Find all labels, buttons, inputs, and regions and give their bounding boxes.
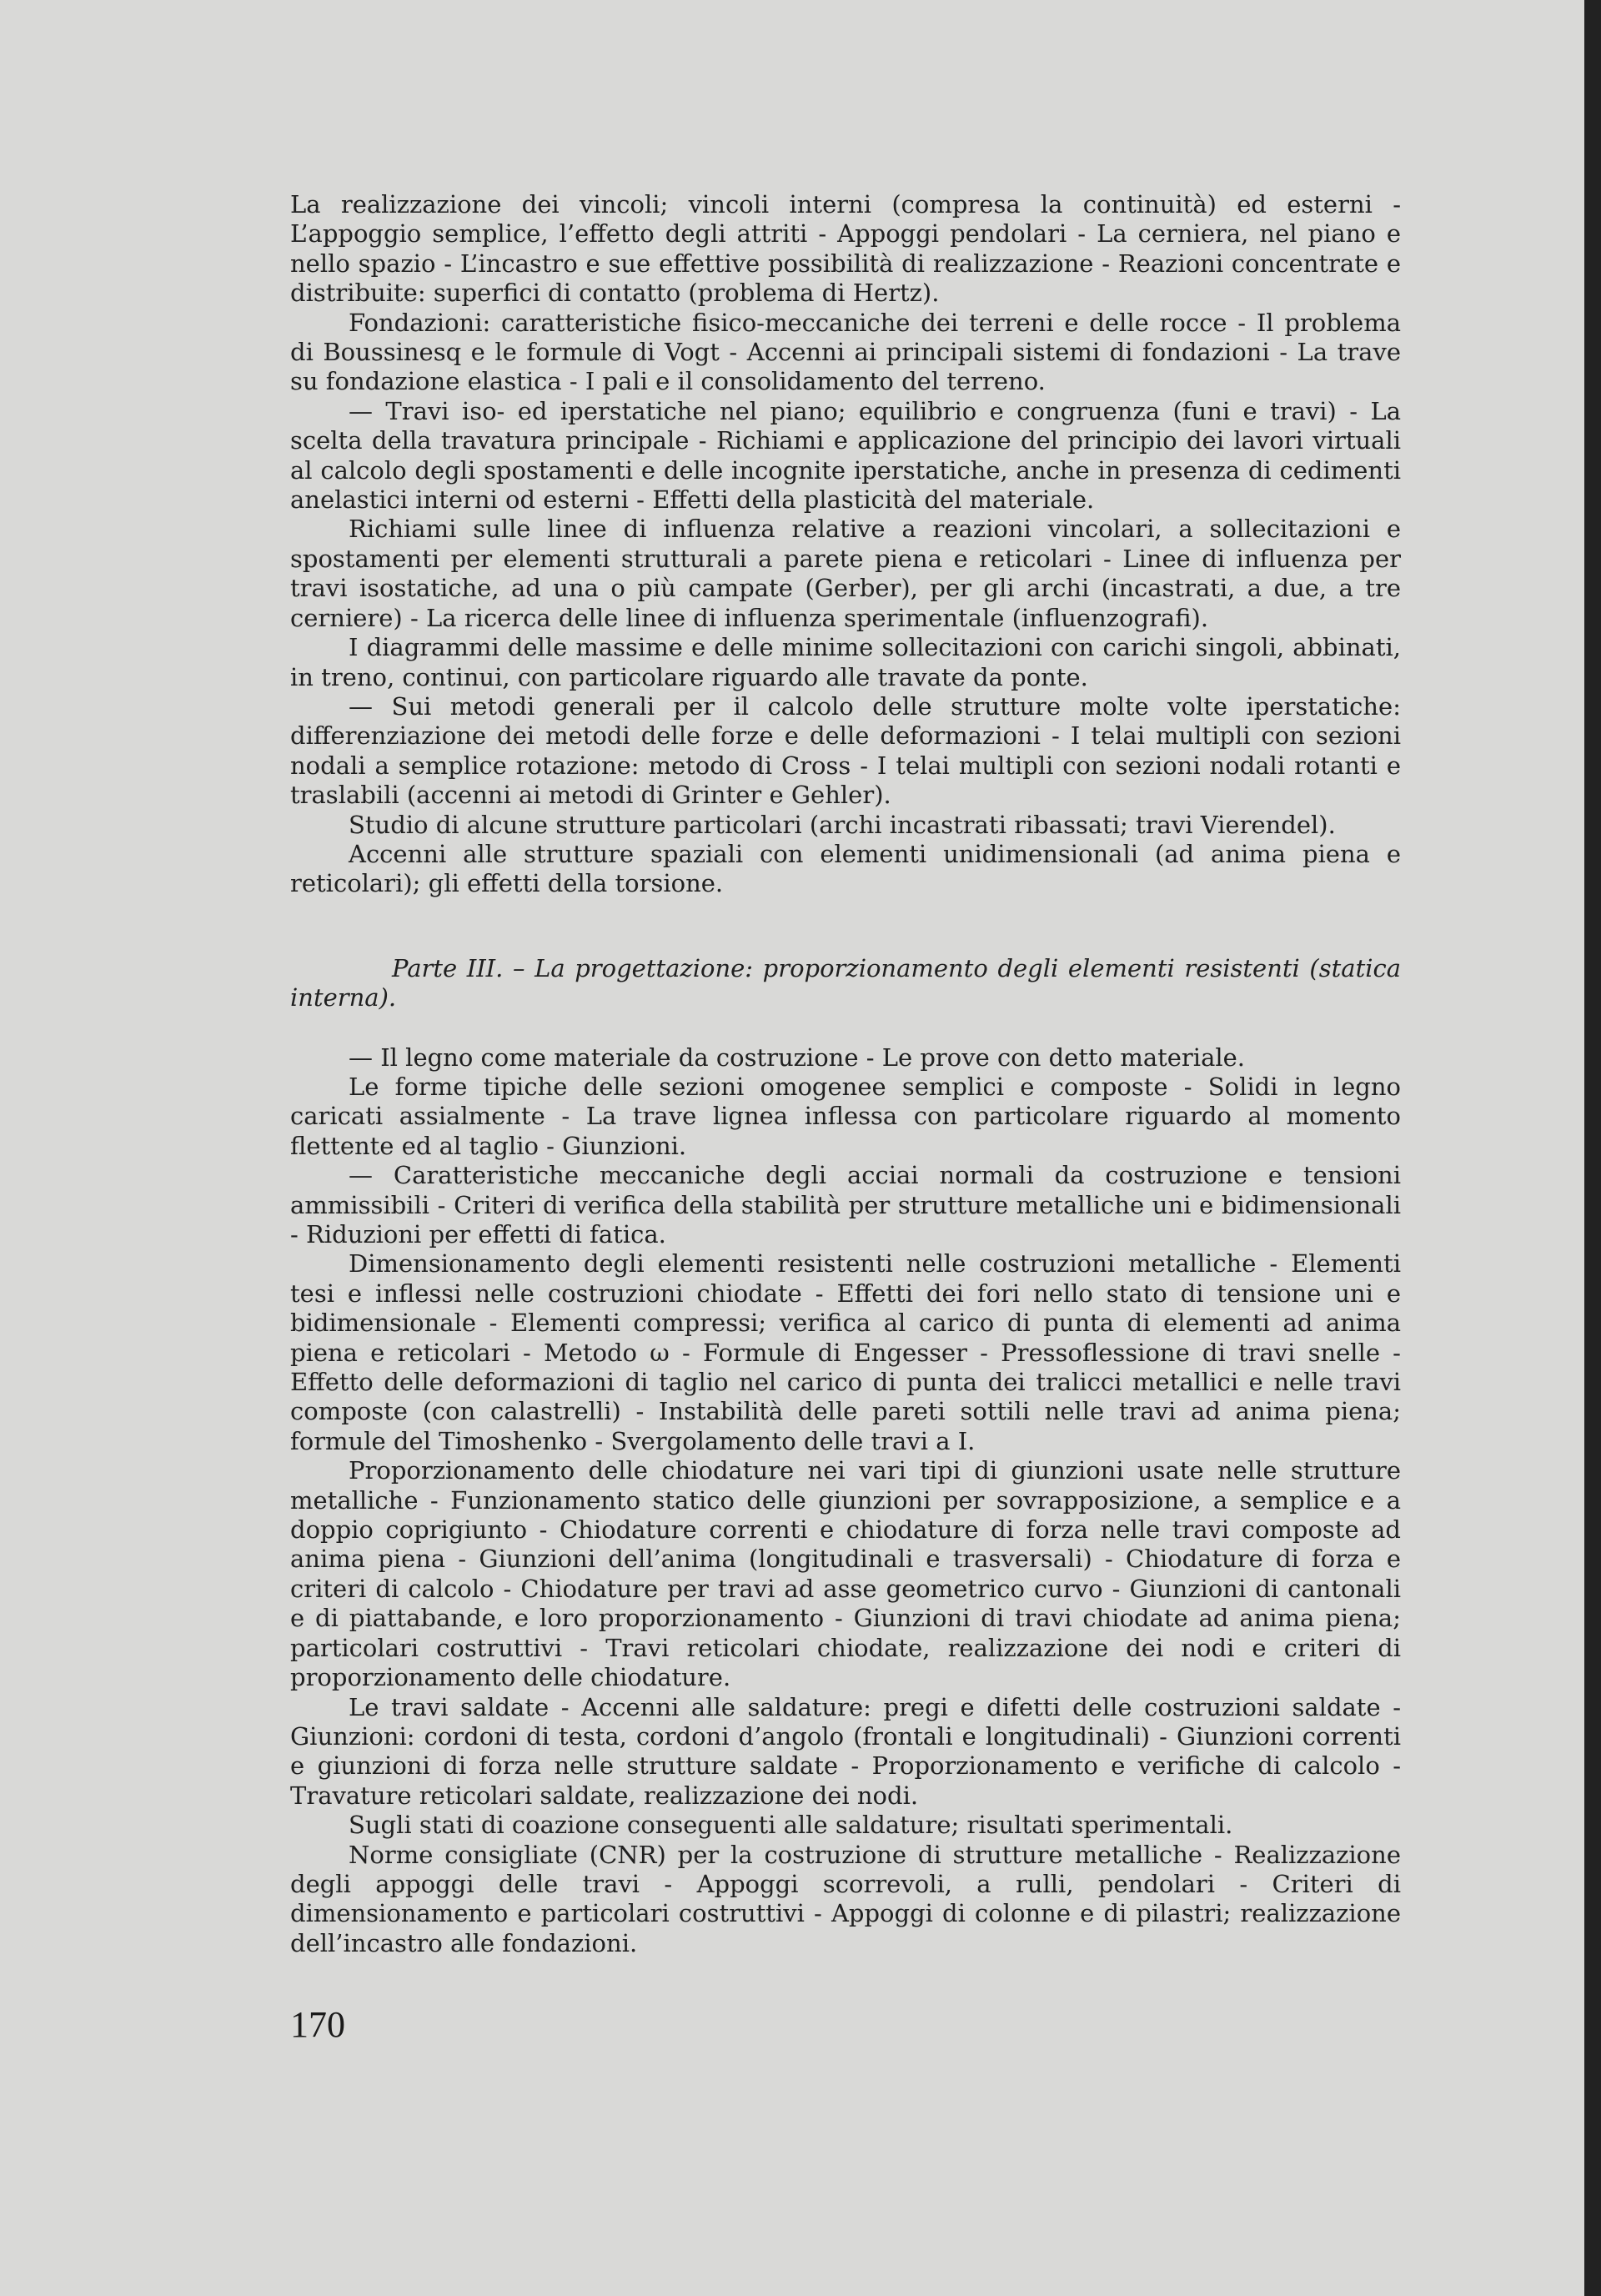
paragraph: Studio di alcune strutture particolari (archi incastrati ribassati; travi Vierendel). <box>349 810 1336 839</box>
paragraph: Fondazioni: caratteristiche fisico-meccaniche dei terreni e delle rocce - Il problema di Boussinesq e le formule di Vogt - Accenni ai principali sistemi di fondazioni - La trave su fondazione elastica - I pali e il consolidamento del terreno. <box>290 308 1401 396</box>
paragraph: — Travi iso- ed iperstatiche nel piano; equilibrio e congruenza (funi e travi) - La scelta della travatura principale - Richiami e applicazione del principio dei lavori virtuali al calcolo degli spostamenti e delle incognite iperstatiche, anche in presenza di cedimenti anelastici interni od esterni - Effetti della plasticità del materiale. <box>290 396 1401 515</box>
section-heading <box>290 954 1401 1013</box>
part-label: Parte III. <box>392 953 504 982</box>
paragraph: Proporzionamento delle chiodature nei vari tipi di giunzioni usate nelle strutture metalliche - Funzionamento statico delle giunzioni per sovrapposizione, a semplice e a doppio coprigiunto - Chiodature correnti e chiodature di forza nelle travi composte ad anima piena - Giunzioni dell’anima (longitudinali e trasversali) - Chiodature di forza e criteri di calcolo - Chiodature per travi ad asse geometrico curvo - Giunzioni di cantonali e di piattabande, e loro proporzionamento - Giunzioni di travi chiodate ad anima piena; particolari costruttivi - Travi reticolari chiodate, realizzazione dei nodi e criteri di proporzionamento delle chiodature. <box>290 1456 1401 1692</box>
paragraph: Sugli stati di coazione conseguenti alle saldature; risultati sperimentali. <box>349 1811 1233 1840</box>
paragraph: Accenni alle strutture spaziali con elementi unidimensionali (ad anima piena e reticolari); gli effetti della torsione. <box>290 839 1401 898</box>
heading-title: La progettazione: proporzionamento degli elementi resistenti (statica interna). <box>290 953 1402 1012</box>
page-body <box>290 190 1401 1958</box>
page-number: 170 <box>290 2004 345 2045</box>
heading-dash: – <box>512 953 525 982</box>
paragraph: — Caratteristiche meccaniche degli acciai normali da costruzione e tensioni ammissibili - Criteri di verifica della stabilità per strutture metalliche uni e bidimensionali - Riduzioni per effetti di fatica. <box>290 1161 1401 1248</box>
paragraph: — Sui metodi generali per il calcolo delle strutture molte volte iperstatiche: differenziazione dei metodi delle forze e delle deformazioni - I telai multipli con sezioni nodali a semplice rotazione: metodo di Cross - I telai multipli con sezioni nodali rotanti e traslabili (accenni ai metodi di Grinter e Gehler). <box>290 691 1401 810</box>
paragraph: La realizzazione dei vincoli; vincoli interni (compresa la continuità) ed esterni - L’appoggio semplice, l’effetto degli attriti - Appoggi pendolari - La cerniera, nel piano e nello spazio - L’incastro e sue effettive possibilità di realizzazione - Reazioni concentrate e distribuite: superfici di contatto (problema di Hertz). <box>290 190 1401 308</box>
paragraph: I diagrammi delle massime e delle minime sollecitazioni con carichi singoli, abbinati, in treno, continui, con particolare riguardo alle travate da ponte. <box>290 633 1401 691</box>
paragraph: Le forme tipiche delle sezioni omogenee semplici e composte - Solidi in legno caricati assialmente - La trave lignea inflessa con particolare riguardo al momento flettente ed al taglio - Giunzioni. <box>290 1072 1401 1160</box>
paragraph: Richiami sulle linee di influenza relative a reazioni vincolari, a sollecitazioni e spostamenti per elementi strutturali a parete piena e reticolari - Linee di influenza per travi isostatiche, ad una o più campate (Gerber), per gli archi (incastrati, a due, a tre cerniere) - La ricerca delle linee di influenza sperimentale (influenzografi). <box>290 515 1401 632</box>
paragraph: Norme consigliate (CNR) per la costruzione di strutture metalliche - Realizzazione degli appoggi delle travi - Appoggi scorrevoli, a rulli, pendolari - Criteri di dimensionamento e particolari costruttivi - Appoggi di colonne e di pilastri; realizzazione dell’incastro alle fondazioni. <box>290 1840 1401 1957</box>
scan-edge <box>1584 0 1601 2296</box>
paragraph: Dimensionamento degli elementi resistenti nelle costruzioni metalliche - Elementi tesi e inflessi nelle costruzioni chiodate - Effetti dei fori nello stato di tensione uni e bidimensionale - Elementi compressi; verifica al carico di punta di elementi ad anima piena e reticolari - Metodo ω - Formule di Engesser - Pressoflessione di travi snelle - Effetto delle deformazioni di taglio nel carico di punta dei tralicci metallici e nelle travi composte (con calastrelli) - Instabilità delle pareti sottili nelle travi ad anima piena; formule del Timoshenko - Svergolamento delle travi a I. <box>290 1249 1401 1455</box>
paragraph: Le travi saldate - Accenni alle saldature: pregi e difetti delle costruzioni saldate - Giunzioni: cordoni di testa, cordoni d’angolo (frontali e longitudinali) - Giunzioni correnti e giunzioni di forza nelle strutture saldate - Proporzionamento e verifiche di calcolo - Travature reticolari saldate, realizzazione dei nodi. <box>290 1692 1401 1810</box>
paragraph: — Il legno come materiale da costruzione - Le prove con detto materiale. <box>349 1042 1246 1072</box>
